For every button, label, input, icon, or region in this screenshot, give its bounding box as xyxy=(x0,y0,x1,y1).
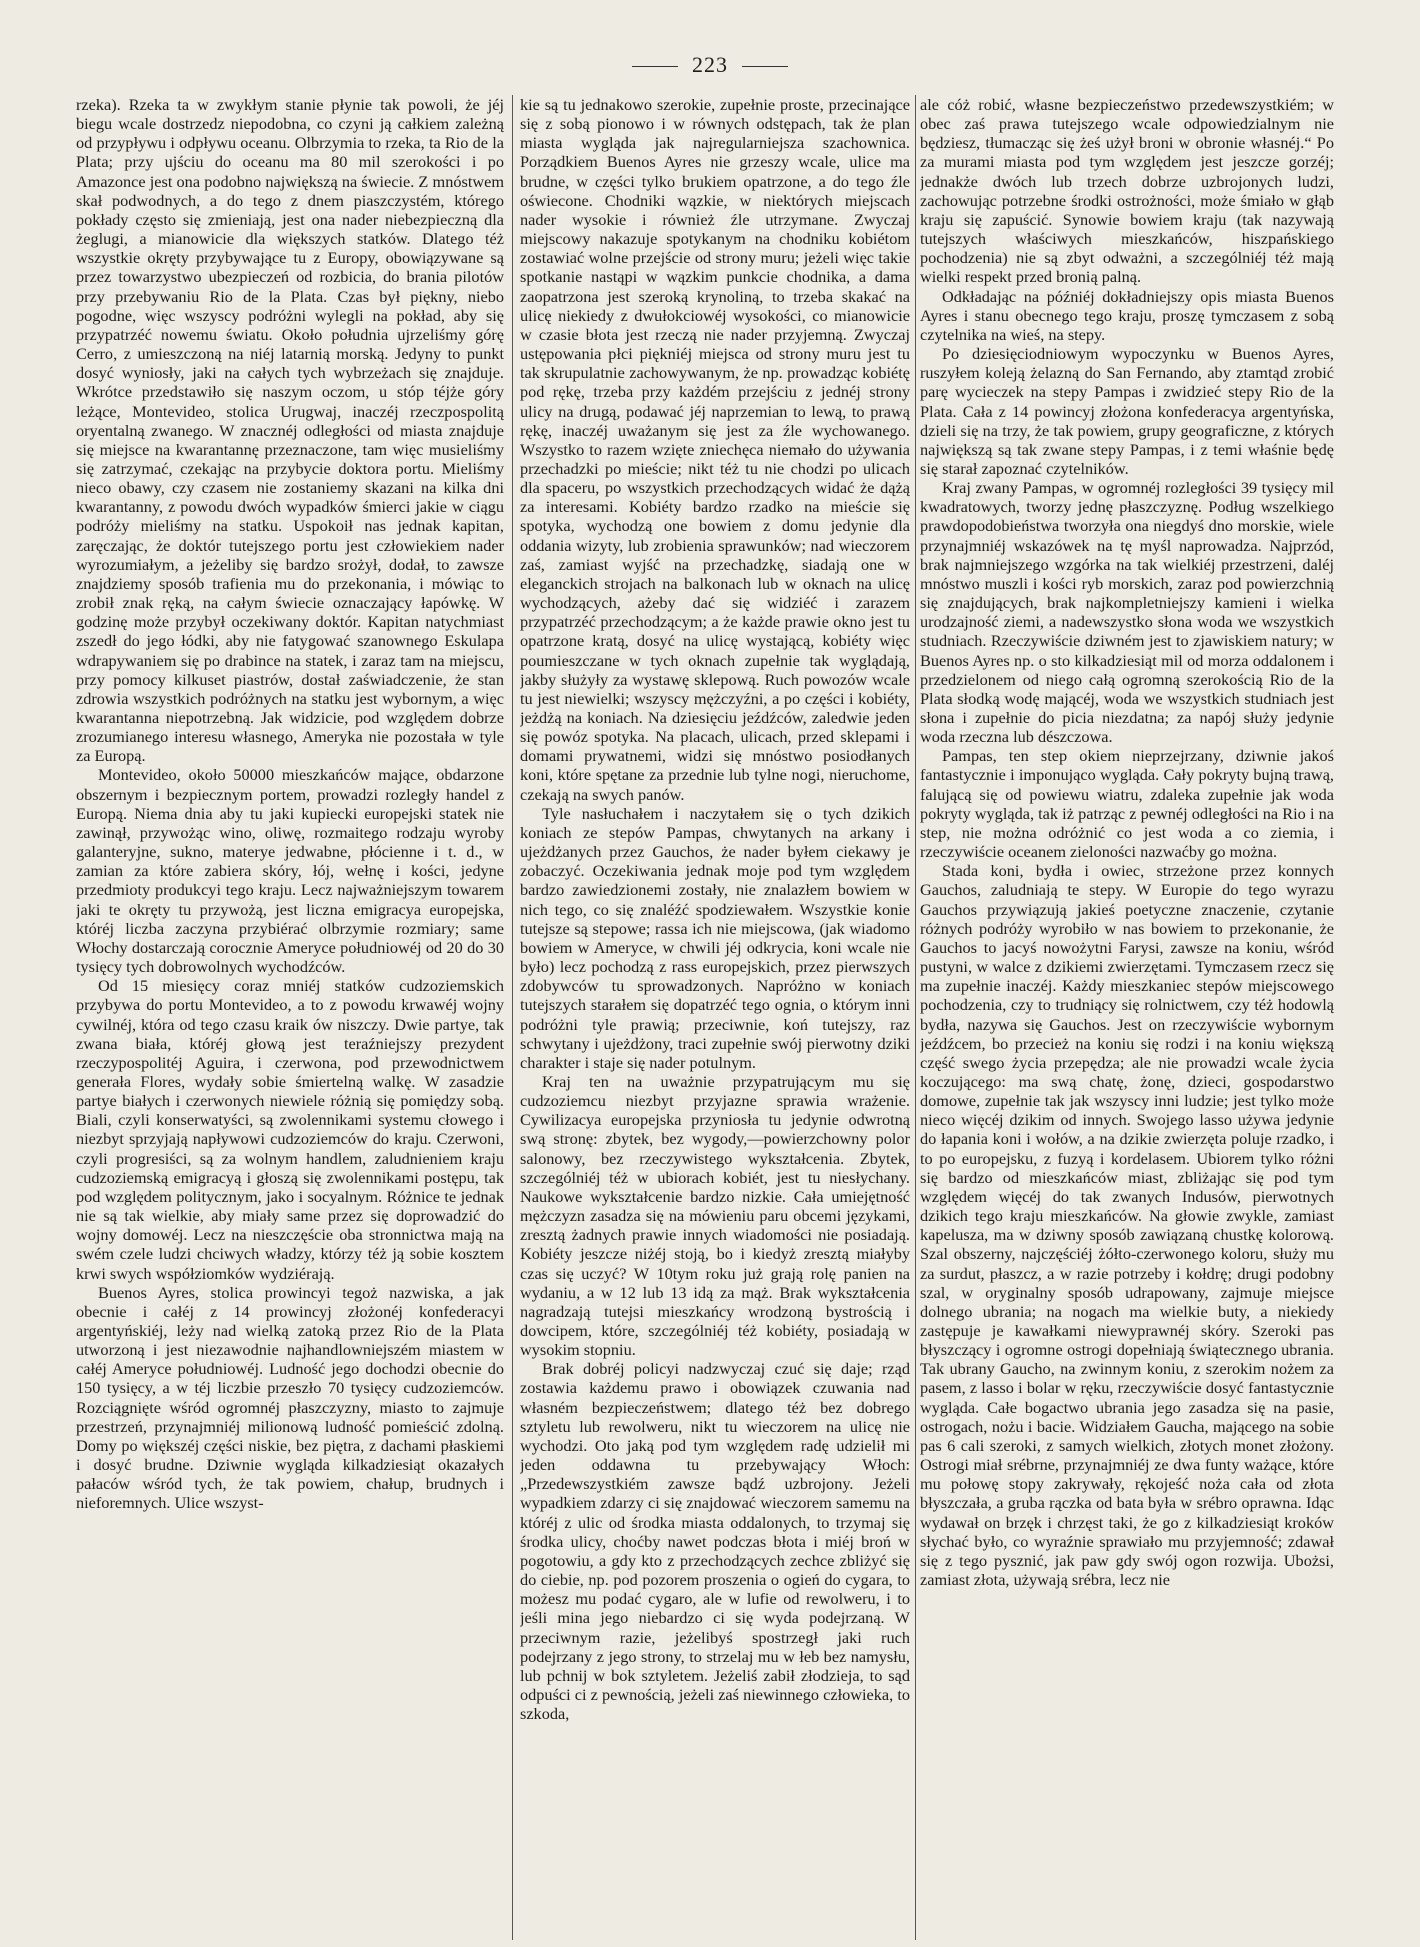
paragraph: Odkładając na późniéj dokładniejszy opis miasta Buenos Ayres i stanu obecnego tego kraju, proszę tymczasem z sobą czytelnika na wieś, na stepy. xyxy=(920,286,1334,344)
paragraph: ale cóż robić, własne bezpieczeństwo przedewszystkiém; w obec zaś prawa tutejszego wcale odpowiedzialnym nie będziesz, tłumacząc się żeś użył broni w obronie własnéj.“ Po za murami miasta pod tym względem jest jeszcze gorzéj; jednakże dwóch lub trzech dobrze uzbrojonych ludzi, zachowując potrzebne środki ostrożności, może śmiało w głąb kraju się zapuścić. Synowie bowiem kraju (tak nazywają tutejszych właściwych mieszkańców, hiszpańskiego pochodzenia) nie są zbyt odważni, a szczególniéj téż mają wielki respekt przed bronią palną. xyxy=(920,95,1334,287)
paragraph: Pampas, ten step okiem nieprzejrzany, dziwnie jakoś fantastycznie i imponująco wygląda. Cały pokryty bujną trawą, falującą się od powiewu wiatru, zdaleka zupełnie jak woda pokryty wygląda, tak iż patrząc z pewnéj odległości na Rio i na step, nie można odróżnić co jest woda a co ziemia, i rzeczywiście oceanem zieloności nazwaćby go można. xyxy=(920,746,1334,862)
text-column-1 xyxy=(76,95,504,1943)
column-divider xyxy=(512,95,513,1940)
paragraph: Montevideo, około 50000 mieszkańców mające, obdarzone obszernym i bezpiecznym portem, prowadzi rozległy handel z Europą. Niema dnia aby tu jaki kupiecki europejski statek nie zawinął, przywożąc wino, oliwę, rozmaitego rodzaju wyroby galanteryjne, sukno, materye jedwabne, płócienne i t. d., w zamian za które zabiera skóry, łój, wełnę i kości, jedyne przedmioty produkcyi tego kraju. Lecz najważniejszym towarem jaki te okręty tu przywożą, jest liczna emigracya europejska, któréj liczba zaczyna przybiérać olbrzymie rozmiary; same Włochy dostarczają corocznie Ameryce południowéj od 20 do 30 tysięcy tych dobrowolnych wychodźców. xyxy=(76,765,504,977)
paragraph: Tyle nasłuchałem i naczytałem się o tych dzikich koniach ze stepów Pampas, chwytanych na arkany i ujeżdżanych przez Gauchos, że nader byłem ciekawy je zobaczyć. Oczekiwania jednak moje pod tym względem bardzo zawiedzionemi zostały, nie znalazłem bowiem w nich tego, co się znaléźć spodziewałem. Wszystkie konie tutejsze są stepowe; rassa ich nie miejscowa, (jak wiadomo bowiem w Ameryce, w chwili jéj odkrycia, koni wcale nie było) lecz pochodzą z rass europejskich, przez pierwszych zdobywców tu sprowadzonych. Napróżno w koniach tutejszych starałem się dopatrzéć tego ognia, o którym inni podróżni tyle prawią; przeciwnie, koń tutejszy, raz schwytany i ujeżdżony, traci zupełnie swój pierwotny dziki charakter i staje się nader potulnym. xyxy=(520,803,910,1072)
page-number xyxy=(0,52,1420,78)
paragraph: Brak dobréj policyi nadzwyczaj czuć się daje; rząd zostawia każdemu prawo i obowiązek czuwania nad własném bezpieczeństwem; dlatego téż bez dobrego sztyletu lub rewolweru, nikt tu wieczorem na ulicę nie wychodzi. Oto jaką pod tym względem radę udzielił mi jeden oddawna tu przebywający Włoch: „Przedewszystkiém zawsze bądź uzbrojony. Jeżeli wypadkiem zdarzy ci się znajdować wieczorem samemu na któréj z ulic od środka miasta oddalonych, to trzymaj się środka ulicy, choćby nawet podczas błota i miéj broń w pogotowiu, a gdy kto z przechodzących zechce zbliżyć się do ciebie, np. pod pozorem proszenia o ogień do cygara, to możesz mu podać cygaro, ale w lufie od rewolweru, i to jeśli mina jego niebardzo ci się wyda podejrzaną. W przeciwnym razie, jeżelibyś spostrzegł jaki ruch podejrzany z jego strony, to strzelaj mu w łeb bez namysłu, lub pchnij w bok sztyletem. Jeżeliś zabił złodzieja, to sąd odpuści ci z pewnością, jeżeli zaś niewinnego człowieka, to szkoda, xyxy=(520,1359,910,1724)
paragraph: Buenos Ayres, stolica prowincyi tegoż nazwiska, a jak obecnie i całéj z 14 prowincyj złożonéj konfederacyi argentyńskiéj, leży nad wielką zatoką przez Rio de la Plata utworzoną i jest niezawodnie najhandlowniejszém miastem w całéj Ameryce południowéj. Ludność jego dochodzi obecnie do 150 tysięcy, a w téj liczbie przeszło 70 tysięcy cudzoziemców. Rozciągnięte wśród ogromnéj płaszczyzny, miasto to zajmuje przestrzeń, przynajmniéj milionową ludność pomieścić zdolną. Domy po większéj części niskie, bez piętra, z dachami płaskiemi i dosyć brudne. Dziwnie wygląda kilkadziesiąt okazałych pałaców wśród tych, że tak powiem, chałup, brudnych i nieforemnych. Ulice wszyst- xyxy=(76,1282,504,1513)
column-divider xyxy=(915,95,916,1940)
text-column-3 xyxy=(920,95,1334,1943)
page-number-dash-left xyxy=(632,66,678,67)
paragraph: Po dziesięciodniowym wypoczynku w Buenos Ayres, ruszyłem koleją żelazną do San Fernando, aby ztamtąd zrobić parę wycieczek na stepy Pampas i zwidzieć stepy Rio de la Plata. Cała z 14 powincyj złożona konfederacya argentyńska, dzieli się na trzy, że tak powiem, grupy geograficzne, z których największą są tak zwane stepy Pampas, i z temi właśnie będę się starał zapoznać czytelników. xyxy=(920,344,1334,478)
page-number-text: 223 xyxy=(692,52,728,77)
page-number-dash-right xyxy=(742,66,788,67)
paragraph: Od 15 miesięcy coraz mniéj statków cudzoziemskich przybywa do portu Montevideo, a to z powodu krwawéj wojny cywilnéj, która od tego czasu kraik ów niszczy. Dwie partye, tak zwana biała, któréj głową jest teraźniejszy prezydent rzeczypospolitéj Aguira, i czerwona, pod przewodnictwem generała Flores, wydały sobie śmiertelną walkę. W zasadzie partye białych i czerwonych niewiele różnią się pomiędzy sobą. Biali, czyli konserwatyści, są zwolennikami systemu cłowego i niezbyt sprzyjają napływowi cudzoziemców do kraju. Czerwoni, czyli progresiści, są za wolnym handlem, zaludnieniem kraju cudzoziemską emigracyą i głoszą się zwolennikami postępu, tak pod względem politycznym, jako i socyalnym. Różnice te jednak nie są tak wielkie, aby miały same przez się doprowadzić do wojny domowéj. Lecz na nieszczęście oba stronnictwa mają na swém czele ludzi chciwych władzy, którzy téż ją sobie kosztem krwi swych współziomków wydziérają. xyxy=(76,976,504,1283)
paragraph: rzeka). Rzeka ta w zwykłym stanie płynie tak powoli, że jéj biegu wcale dostrzedz niepodobna, co czyni ją całkiem zależną od przypływu i odpływu oceanu. Olbrzymia to rzeka, ta Rio de la Plata; przy ujściu do oceanu ma 80 mil szerokości i po Amazonce jest ona podobno największą na świecie. Z mnóstwem skał podwodnych, a do tego z dnem piaszczystém, którego pokłady często się zmieniają, jest ona nader niebezpieczną dla żeglugi, a mianowicie dla większych statków. Dlatego téż wszystkie okręty przybywające tu z Europy, obowiązywane są przez towarzystwo ubezpieczeń od rozbicia, do brania pilotów przy przebywaniu Rio de la Plata. Czas był piękny, niebo pogodne, więc wszyscy podróżni wylegli na pokład, aby się przypatrzéć nowemu światu. Około południa ujrzeliśmy górę Cerro, z umieszczoną na niéj latarnią morską. Jedyny to punkt dosyć wyniosły, jaki na całych tych wybrzeżach się znajduje. Wkrótce przedstawiło się naszym oczom, u stóp téjże góry leżące, Montevideo, stolica Urugwaj, inaczéj rzeczpospolitą oryentalną zwanego. W znacznéj odległości od miasta znajduje się miejsce na kwarantannę przeznaczone, tam więc musieliśmy się zatrzymać, czekając na przybycie doktora portu. Mieliśmy nieco obawy, czy czasem nie zostaniemy skazani na kilka dni kwarantanny, z powodu dwóch wypadków śmierci jakie w ciągu podróży mieliśmy na statku. Uspokoił nas jednak kapitan, zaręczając, że doktór tutejszego portu jest człowiekiem nader wyrozumiałym, a jeżeliby się bardzo srożył, dodał, to zawsze znajdziemy sposób trafienia mu do przekonania, i mówiąc to zrobił znak ręką, na całym świecie oznaczający łapówkę. W godzinę może przybył oczekiwany doktór. Kapitan natychmiast zszedł do jego łódki, aby nie fatygować szanownego Eskulapa wdrapywaniem się po drabince na statek, i zaraz tam na miejscu, przy pomocy kilkuset piastrów, dostał zaświadczenie, że stan zdrowia wszystkich podróżnych na statku jest wybornym, a więc kwarantanna niepotrzebną. Jak widzicie, pod względem dobrze zrozumianego interesu własnego, Ameryka nie pozostała w tyle za Europą. xyxy=(76,95,504,766)
paragraph: kie są tu jednakowo szerokie, zupełnie proste, przecinające się z sobą pionowo i w równych odstępach, tak że plan miasta wygląda jak najregularniejsza szachownica. Porządkiem Buenos Ayres nie grzeszy wcale, ulice ma brudne, w części tylko brukiem opatrzone, a do tego źle oświecone. Chodniki wązkie, w niektórych miejscach nader wysokie i również źle utrzymane. Zwyczaj miejscowy nakazuje spotykanym na chodniku kobiétom zostawiać wolne przejście od strony muru; jeżeli więc takie spotkanie nastąpi w wązkim punkcie chodnika, a dama zaopatrzona jest szeroką krynoliną, to trzeba skakać na ulicę niekiedy z dwułokciowéj wysokości, co mianowicie w czasie błota jest rzeczą nie nader przyjemną. Zwyczaj ustępowania płci piękniéj miejsca od strony muru jest tu tak skrupulatnie zachowywanym, że np. prowadząc kobiétę pod rękę, trzeba przy każdém przejściu z jednéj strony ulicy na drugą, podawać jéj naprzemian to lewą, to prawą rękę, inaczéj uważanym się jest za źle wychowanego. Wszystko to razem wzięte zniechęca niemało do używania przechadzki po mieście; nikt téż tu nie chodzi po ulicach dla spaceru, po wszystkich przechodzących widać że dążą za interesami. Kobiéty bardzo rzadko na mieście się spotyka, wychodzą one bowiem z domu jedynie dla oddania wizyty, lub zrobienia sprawunków; nad wieczorem zaś, zamiast wyjść na przechadzkę, siadają one w eleganckich strojach na balkonach lub w oknach na ulicę wychodzących, ażeby dać się widziéć i zarazem przypatrzéć przechodzącym; a że każde prawie okno jest tu opatrzone kratą, dosyć na ulicę wystającą, kobiéty więc poumieszczane w tych oknach zupełnie tak wyglądają, jakby służyły za wystawę sklepową. Ruch powozów wcale tu jest niewielki; wszyscy mężczyźni, a po części i kobiéty, jeżdżą na koniach. Na dziesięciu jeźdźców, zaledwie jeden się powóz spotyka. Na placach, ulicach, przed sklepami i domami prywatnemi, widzi się mnóstwo posiodłanych koni, które spętane za przednie lub tylne nogi, nieruchome, czekają na swych panów. xyxy=(520,95,910,804)
paragraph: Kraj zwany Pampas, w ogromnéj rozległości 39 tysięcy mil kwadratowych, tworzy jednę płaszczyznę. Podług wszelkiego prawdopodobieństwa tworzyła ona niegdyś dno morskie, wiele przynajmniéj wskazówek na tę myśl naprowadza. Najprzód, brak najmniejszego wzgórka na tak wielkiéj przestrzeni, daléj mnóstwo muszli i kości ryb morskich, zaraz pod powierzchnią się znajdujących, brak najkompletniejszy kamieni i wielka urodzajność ziemi, a nadewszystko słona woda we wszystkich studniach. Rzeczywiście dziwném jest to zjawiskiem natury; w Buenos Ayres np. o sto kilkadziesiąt mil od morza oddalonem i przedzielonem od niego całą ogromną szerokością Rio de la Plata słodką wodę mającéj, woda we wszystkich studniach jest słona i zupełnie do picia niezdatna; za napój służy jedynie woda rzeczna lub dészczowa. xyxy=(920,478,1334,747)
text-column-2 xyxy=(520,95,910,1943)
paragraph: Stada koni, bydła i owiec, strzeżone przez konnych Gauchos, zaludniają te stepy. W Europie do tego wyrazu Gauchos przywiązują jakieś poetyczne znaczenie, czytanie różnych podróży wyrobiło w nas bowiem to przekonanie, że Gauchos to jacyś nowożytni Farysi, zawsze na koniu, wśród pustyni, w walce z dzikiemi zwierzętami. Tymczasem rzecz się ma zupełnie inaczéj. Każdy mieszkaniec stepów miejscowego pochodzenia, czy to trudniący się rolnictwem, czy téż hodowlą bydła, nazywa się Gauchos. Jest on rzeczywiście wybornym jeźdźcem, bo przecież na koniu się rodzi i na koniu większą część swego życia przepędza; ale nie prowadzi wcale życia koczującego: ma swą chatę, żonę, dzieci, gospodarstwo domowe, zupełnie tak jak wszyscy inni ludzie; jest tylko może nieco więcéj dzikim od innych. Swojego lasso używa jedynie do łapania koni i wołów, a na dzikie zwierzęta poluje rzadko, i to po europejsku, z fuzyą i kordelasem. Ubiorem tylko różni się bardzo od mieszkańców miast, zbliżając się pod tym względem więcéj do tak zwanych Indusów, pierwotnych dzikich tego kraju mieszkańców. Na głowie zwykle, zamiast kapelusza, ma w dziwny sposób zawiązaną chustkę kolorową. Szal obszerny, najczęściéj żółto-czerwonego koloru, służy mu za surdut, płaszcz, a w razie potrzeby i kołdrę; drugi podobny szal, w oryginalny sposób udrapowany, zajmuje miejsce dolnego ubrania; na nogach ma wielkie buty, a niekiedy zastępuje je kawałkami niewyprawnéj skóry. Szeroki pas błyszczący i ogromne ostrogi dopełniają świątecznego ubrania. Tak ubrany Gaucho, na zwinnym koniu, z szerokim nożem za pasem, z lasso i bolar w ręku, rzeczywiście dosyć fantastycznie wygląda. Całe bogactwo ubrania jego zasadza się na pasie, ostrogach, nożu i bacie. Widziałem Gaucha, mającego na sobie pas 6 cali szeroki, z samych wielkich, złotych monet złożony. Ostrogi miał srébrne, przynajmniéj ze dwa funty ważące, które mu połowę stopy zakrywały, rękojeść noża cała od złota błyszczała, a gruba rączka od bata była w srébro oprawna. Idąc wydawał on brzęk i chrzęst taki, że go z kilkadziesiąt kroków słychać było, co wyraźnie sprawiało mu przyjemność; zdawał się z tego pysznić, jak paw gdy swój ogon rozwija. Ubożsi, zamiast złota, używają srébra, lecz nie xyxy=(920,861,1334,1590)
paragraph: Kraj ten na uważnie przypatrującym mu się cudzoziemcu niezbyt przyjazne sprawia wrażenie. Cywilizacya europejska przyniosła tu jedynie odwrotną swą stronę: zbytek, bez wygody,—powierzchowny polor salonowy, bez rzeczywistego wykształcenia. Zbytek, szczególniéj téż w ubiorach kobiét, jest tu niesłychany. Naukowe wykształcenie bardzo nizkie. Cała umiejętność mężczyzn zasadza się na mówieniu paru obcemi językami, zresztą żadnych prawie innych wiadomości nie posiadają. Kobiéty jeszcze niżéj stoją, bo i kiedyż zresztą miałyby czas się uczyć? W 10tym roku już grają rolę panien na wydaniu, a w 12 lub 13 idą za mąż. Brak wykształcenia nagradzają tutejsi mieszkańcy wrodzoną bystrością i dowcipem, które, szczególniéj téż kobiéty, posiadają w wysokim stopniu. xyxy=(520,1071,910,1360)
